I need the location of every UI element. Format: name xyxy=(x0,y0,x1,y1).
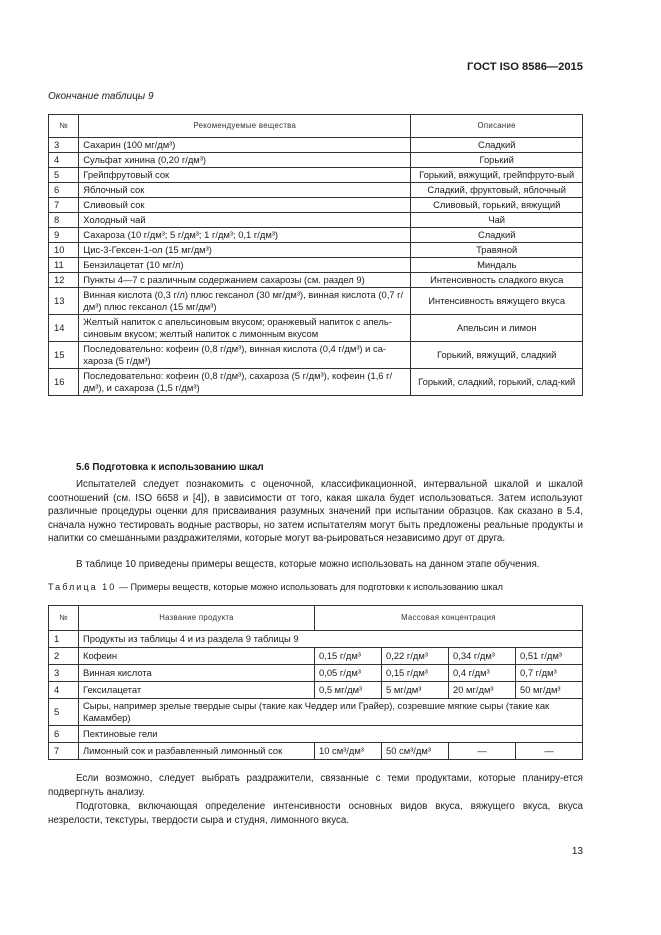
row-no: 14 xyxy=(49,315,79,342)
row-no: 3 xyxy=(49,138,79,153)
concentration-cell: 5 мг/дм³ xyxy=(382,682,449,699)
row-substance: Сахароза (10 г/дм³; 5 г/дм³; 1 г/дм³; 0,1 г/дм³) xyxy=(79,228,411,243)
row-product: Кофеин xyxy=(79,648,315,665)
row-no: 3 xyxy=(49,665,79,682)
row-substance: Последовательно: кофеин (0,8 г/дм³), винная кислота (0,4 г/дм³) и са-хароза (5 г/дм³) xyxy=(79,342,411,369)
concentration-cell: 20 мг/дм³ xyxy=(449,682,516,699)
col-header-product: Название продукта xyxy=(79,606,315,631)
col-header-no: № xyxy=(49,115,79,138)
section-paragraph-2 xyxy=(48,558,583,572)
row-no: 13 xyxy=(49,288,79,315)
row-substance: Сульфат хинина (0,20 г/дм³) xyxy=(79,153,411,168)
row-description: Сладкий xyxy=(411,228,583,243)
row-product: Лимонный сок и разбавленный лимонный сок xyxy=(79,743,315,760)
row-description: Горький, вяжущий, грейпфруто-вый xyxy=(411,168,583,183)
table-row xyxy=(49,153,583,168)
table-row xyxy=(49,342,583,369)
page-number: 13 xyxy=(571,846,583,857)
concentration-cell: 0,15 г/дм³ xyxy=(382,665,449,682)
row-substance: Сливовый сок xyxy=(79,198,411,213)
concentration-cell: 0,51 г/дм³ xyxy=(516,648,583,665)
concentration-cell: 0,7 г/дм³ xyxy=(516,665,583,682)
paragraph-text: В таблице 10 приведены примеры веществ, которые можно использовать на данном этапе обучения. xyxy=(76,559,540,570)
table-row xyxy=(49,273,583,288)
row-no: 5 xyxy=(49,168,79,183)
table-row xyxy=(49,648,583,665)
concentration-cell: 0,22 г/дм³ xyxy=(382,648,449,665)
concentration-cell: 10 см³/дм³ xyxy=(315,743,382,760)
col-header-description: Описание xyxy=(411,115,583,138)
col-header-substances: Рекомендуемые вещества xyxy=(79,115,411,138)
table-row xyxy=(49,198,583,213)
section-paragraph-1 xyxy=(48,478,583,546)
concentration-cell: 0,4 г/дм³ xyxy=(449,665,516,682)
row-no: 7 xyxy=(49,743,79,760)
row-description: Горький xyxy=(411,153,583,168)
table-10-label: Таблица 10 xyxy=(48,582,117,592)
row-no: 12 xyxy=(49,273,79,288)
row-substance: Винная кислота (0,3 г/л) плюс гексанол (30 мг/дм³), винная кислота (0,7 г/дм³) плюс гексанол (15 мг/дм³) xyxy=(79,288,411,315)
row-no: 5 xyxy=(49,699,79,726)
table-row xyxy=(49,138,583,153)
table-10 xyxy=(48,605,583,760)
row-no: 8 xyxy=(49,213,79,228)
table-row xyxy=(49,213,583,228)
table-row xyxy=(49,369,583,396)
row-substance: Сахарин (100 мг/дм³) xyxy=(79,138,411,153)
row-description: Сладкий xyxy=(411,138,583,153)
row-substance: Бензилацетат (10 мг/л) xyxy=(79,258,411,273)
row-product: Сыры, например зрелые твердые сыры (такие как Чеддер или Грайер), созревшие мягкие сыры (такие как Камамбер) xyxy=(79,699,583,726)
row-no: 16 xyxy=(49,369,79,396)
table-row xyxy=(49,168,583,183)
table-row xyxy=(49,743,583,760)
concentration-cell: 0,34 г/дм³ xyxy=(449,648,516,665)
row-no: 6 xyxy=(49,726,79,743)
col-header-mass: Массовая концентрация xyxy=(315,606,583,631)
concentration-cell: — xyxy=(516,743,583,760)
concentration-cell: 50 мг/дм³ xyxy=(516,682,583,699)
row-no: 4 xyxy=(49,682,79,699)
row-description: Сливовый, горький, вяжущий xyxy=(411,198,583,213)
row-no: 11 xyxy=(49,258,79,273)
table-row xyxy=(49,243,583,258)
row-product: Продукты из таблицы 4 и из раздела 9 таблицы 9 xyxy=(79,631,583,648)
col-header-no: № xyxy=(49,606,79,631)
row-substance: Желтый напиток с апельсиновым вкусом; оранжевый напиток с апель-синовым вкусом; желтый напиток с лимонным вкусом xyxy=(79,315,411,342)
row-no: 1 xyxy=(49,631,79,648)
row-description: Чай xyxy=(411,213,583,228)
row-description: Горький, вяжущий, сладкий xyxy=(411,342,583,369)
row-description: Травяной xyxy=(411,243,583,258)
row-no: 15 xyxy=(49,342,79,369)
row-substance: Холодный чай xyxy=(79,213,411,228)
paragraph-text: Подготовка, включающая определение интенсивности основных видов вкуса, вяжущего вкуса, вкуса незрелости, текстуры, твердости сыра и студня, лимонного вкуса. xyxy=(48,801,583,826)
row-no: 9 xyxy=(49,228,79,243)
row-substance: Цис-3-Гексен-1-ол (15 мг/дм³) xyxy=(79,243,411,258)
table-row xyxy=(49,665,583,682)
paragraph-text: Если возможно, следует выбрать раздражители, связанные с теми продуктами, которые планиру-ется подвергнуть анализу. xyxy=(48,773,583,798)
closing-paragraph-2 xyxy=(48,800,583,827)
paragraph-text: Испытателей следует познакомить с оценочной, классификационной, интервальной шкалой и шкалой соотношений (см. ISO 6658 и [4]), в зависимости от того, какая шкала будет использоваться. Затем используют различные процедуры оценки для присваивания разумных значений при испытании образцов. Как сказано в 5.4, сначала нужно тестировать водные растворы, но затем испытателям могут быть предложены реальные продукты и напитки со смешанными раздражителями, которые могут ва-рьироваться независимо друг от друга. xyxy=(48,479,583,545)
row-description: Интенсивность сладкого вкуса xyxy=(411,273,583,288)
row-product: Пектиновые гели xyxy=(79,726,583,743)
row-product: Гексилацетат xyxy=(79,682,315,699)
concentration-cell: 0,05 г/дм³ xyxy=(315,665,382,682)
row-no: 10 xyxy=(49,243,79,258)
concentration-cell: 50 см³/дм³ xyxy=(382,743,449,760)
table-row xyxy=(49,699,583,726)
table-row xyxy=(49,258,583,273)
table-row xyxy=(49,726,583,743)
standard-header: ГОСТ ISO 8586—2015 xyxy=(467,61,583,73)
concentration-cell: 0,5 мг/дм³ xyxy=(315,682,382,699)
table-row xyxy=(49,631,583,648)
table-10-title: — Примеры веществ, которые можно использовать для подготовки к использованию шкал xyxy=(118,582,503,592)
table-row xyxy=(49,183,583,198)
table-row xyxy=(49,682,583,699)
section-heading: 5.6 Подготовка к использованию шкал xyxy=(76,462,264,473)
table-row xyxy=(49,288,583,315)
row-substance: Яблочный сок xyxy=(79,183,411,198)
row-substance: Грейпфрутовый сок xyxy=(79,168,411,183)
concentration-cell: 0,15 г/дм³ xyxy=(315,648,382,665)
row-description: Сладкий, фруктовый, яблочный xyxy=(411,183,583,198)
row-description: Горький, сладкий, горький, слад-кий xyxy=(411,369,583,396)
row-description: Интенсивность вяжущего вкуса xyxy=(411,288,583,315)
row-substance: Пункты 4—7 с различным содержанием сахарозы (см. раздел 9) xyxy=(79,273,411,288)
row-substance: Последовательно: кофеин (0,8 г/дм³), сахароза (5 г/дм³), кофеин (1,6 г/дм³), и сахароза (1,5 г/дм³) xyxy=(79,369,411,396)
table-header-row xyxy=(49,606,583,631)
table-9-caption: Окончание таблицы 9 xyxy=(48,91,154,102)
row-no: 4 xyxy=(49,153,79,168)
table-10-caption xyxy=(48,582,503,592)
table-9 xyxy=(48,114,583,396)
table-header-row xyxy=(49,115,583,138)
row-description: Апельсин и лимон xyxy=(411,315,583,342)
row-product: Винная кислота xyxy=(79,665,315,682)
row-description: Миндаль xyxy=(411,258,583,273)
row-no: 6 xyxy=(49,183,79,198)
closing-paragraph-1 xyxy=(48,772,583,799)
row-no: 2 xyxy=(49,648,79,665)
concentration-cell: — xyxy=(449,743,516,760)
table-row xyxy=(49,228,583,243)
table-row xyxy=(49,315,583,342)
row-no: 7 xyxy=(49,198,79,213)
